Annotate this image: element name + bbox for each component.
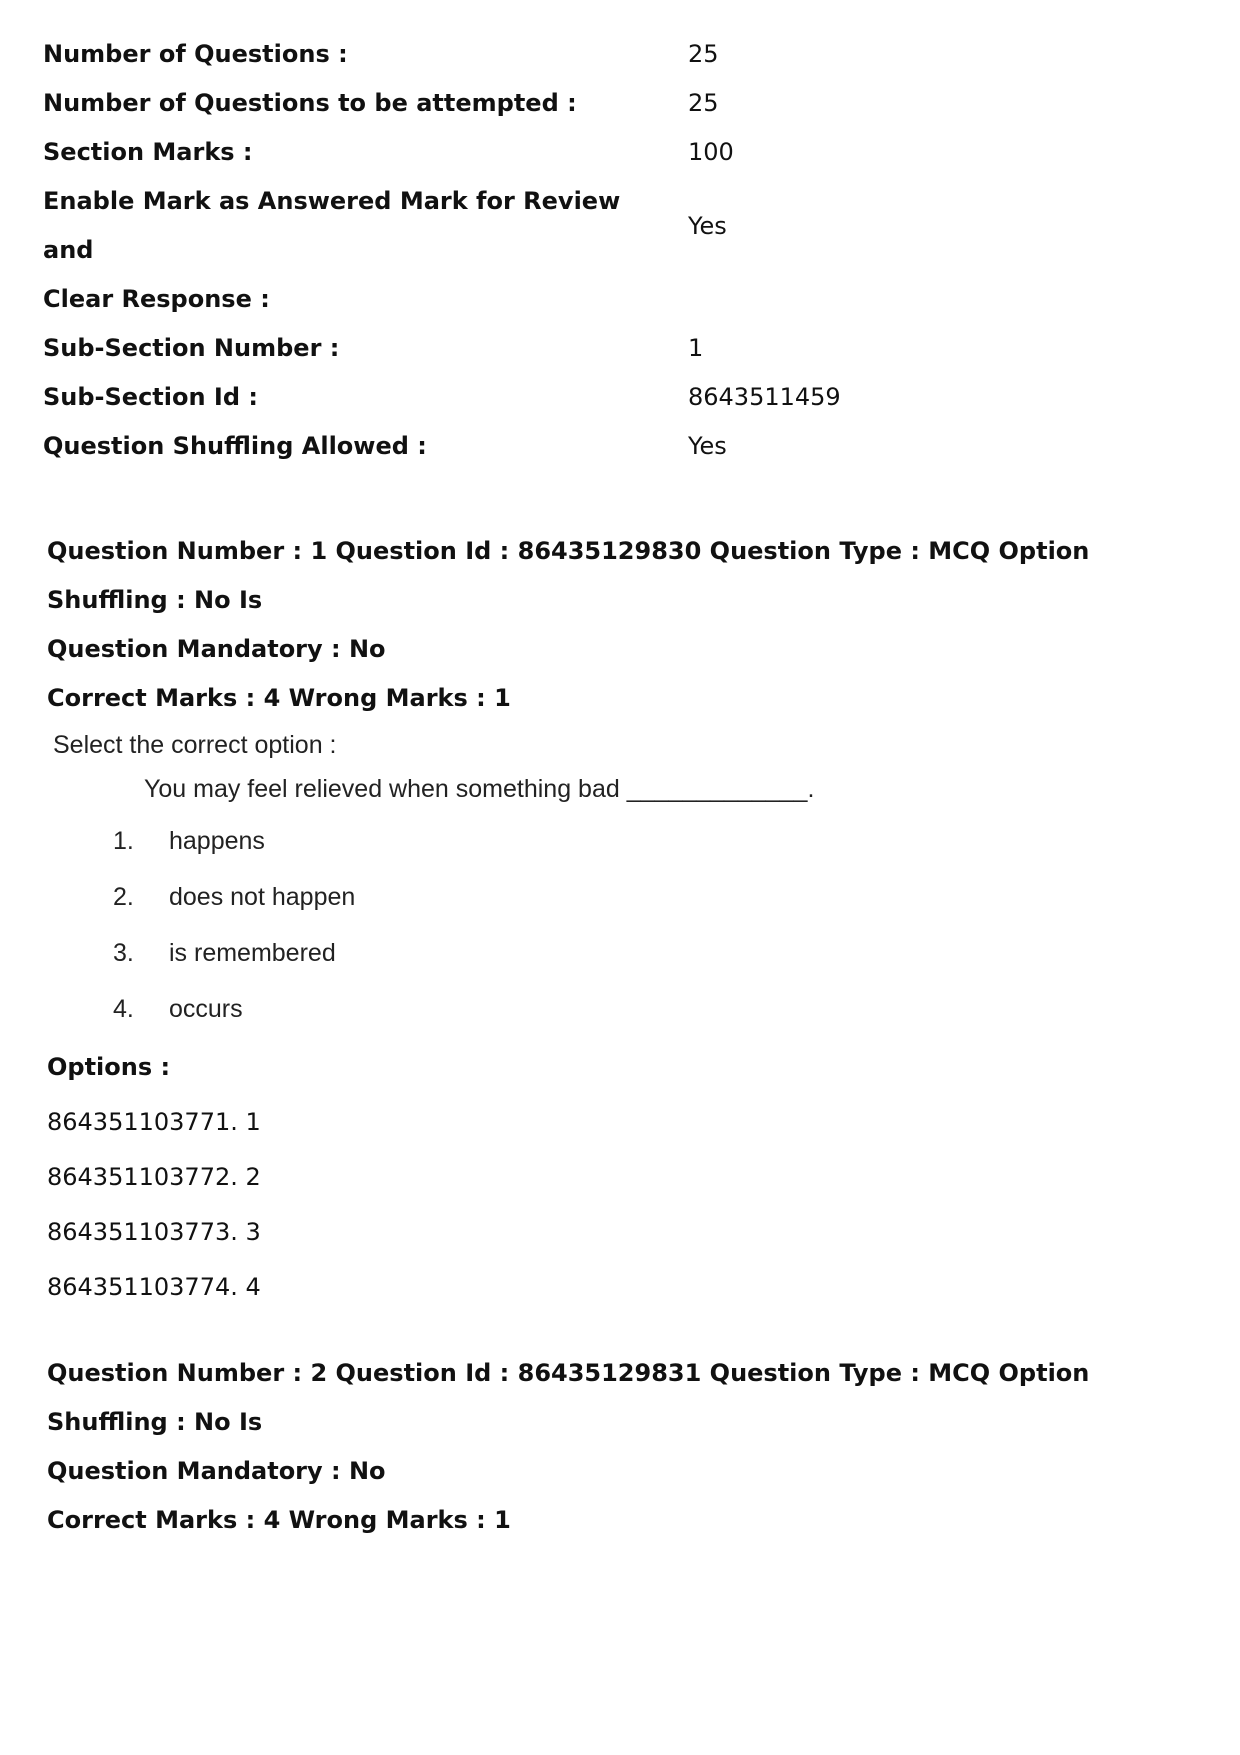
meta-row-question-shuffling bbox=[43, 422, 843, 471]
question-marks: Correct Marks : 4 Wrong Marks : 1 bbox=[47, 1506, 511, 1534]
meta-value: 25 bbox=[688, 89, 719, 117]
question-choice bbox=[47, 813, 1207, 869]
meta-value: 100 bbox=[688, 138, 734, 166]
meta-label: Sub-Section Id : bbox=[43, 383, 258, 411]
choice-text: happens bbox=[169, 827, 265, 855]
meta-label: Question Shuffling Allowed : bbox=[43, 432, 427, 460]
meta-value: 8643511459 bbox=[688, 383, 841, 411]
meta-row-enable-mark-as-answered bbox=[43, 177, 843, 324]
question-content-image bbox=[47, 725, 1207, 1037]
question-choice bbox=[47, 981, 1207, 1037]
question-choice bbox=[47, 869, 1207, 925]
meta-row-sub-section-number bbox=[43, 324, 843, 373]
question-marks: Correct Marks : 4 Wrong Marks : 1 bbox=[47, 684, 511, 712]
question-header-line1: Question Number : 2 Question Id : 86435129831 Question Type : MCQ Option Shuffling : No Is bbox=[47, 1359, 1090, 1436]
question-instruction: Select the correct option : bbox=[53, 731, 337, 759]
option-item: 864351103773. 3 bbox=[47, 1218, 261, 1246]
question-header-line2: Question Mandatory : No bbox=[47, 1457, 386, 1485]
options-label: Options : bbox=[47, 1053, 171, 1081]
meta-label-line2: Clear Response : bbox=[43, 285, 270, 313]
choice-number: 3. bbox=[113, 939, 134, 967]
meta-row-sub-section-id bbox=[43, 373, 843, 422]
choice-number: 1. bbox=[113, 827, 134, 855]
meta-value: 25 bbox=[688, 40, 719, 68]
question-header-line1: Question Number : 1 Question Id : 86435129830 Question Type : MCQ Option Shuffling : No Is bbox=[47, 537, 1090, 614]
meta-value: Yes bbox=[688, 212, 727, 240]
choice-text: is remembered bbox=[169, 939, 336, 967]
option-item: 864351103774. 4 bbox=[47, 1273, 261, 1301]
question-header-line2: Question Mandatory : No bbox=[47, 635, 386, 663]
meta-label: Section Marks : bbox=[43, 138, 253, 166]
question-choice bbox=[47, 925, 1207, 981]
meta-label: Sub-Section Number : bbox=[43, 334, 340, 362]
meta-row-questions-to-attempt bbox=[43, 79, 843, 128]
choice-text: does not happen bbox=[169, 883, 356, 911]
meta-row-section-marks bbox=[43, 128, 843, 177]
meta-value: 1 bbox=[688, 334, 704, 362]
choice-number: 2. bbox=[113, 883, 134, 911]
option-item: 864351103772. 2 bbox=[47, 1163, 261, 1191]
question-block-1 bbox=[47, 527, 1207, 1315]
question-block-2 bbox=[47, 1349, 1207, 1545]
meta-label-line1: Enable Mark as Answered Mark for Review and bbox=[43, 187, 621, 264]
choice-text: occurs bbox=[169, 995, 243, 1023]
section-info-table bbox=[43, 30, 843, 471]
meta-row-number-of-questions bbox=[43, 30, 843, 79]
option-item: 864351103771. 1 bbox=[47, 1108, 261, 1136]
meta-label: Number of Questions to be attempted : bbox=[43, 89, 577, 117]
meta-value: Yes bbox=[688, 432, 727, 460]
meta-label: Number of Questions : bbox=[43, 40, 348, 68]
question-stem: You may feel relieved when something bad _____________. bbox=[144, 775, 815, 803]
choice-number: 4. bbox=[113, 995, 134, 1023]
